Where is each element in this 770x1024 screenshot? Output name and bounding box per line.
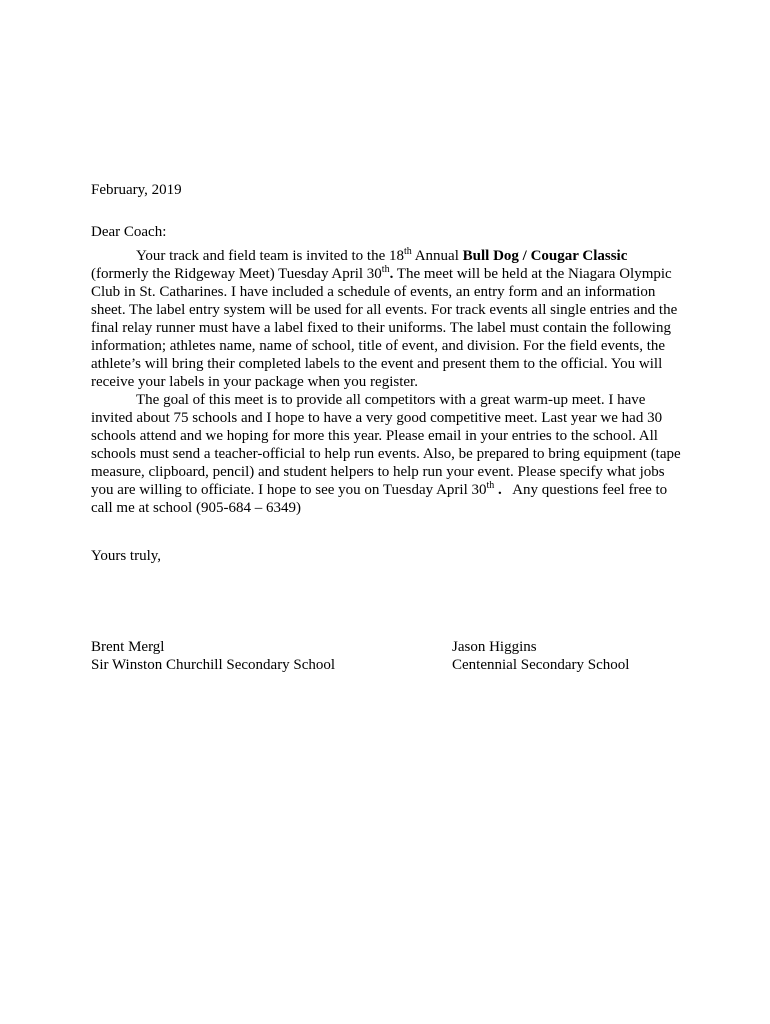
p1-text-d: The meet will be held at the Niagara Olympic Club in St. Catharines. I have included a schedule of events, an entry form and an information sheet. The label entry system will be used for all events. For track events all single entries and the final relay runner must have a label fixed to their uniforms. The label must contain the following information; athletes name, name of school, title of event, and division. For the field events, the athlete’s will bring their completed labels to the event and present them to the official. You will receive your labels in your package when you register. bbox=[91, 266, 678, 390]
signer-name-left: Brent Mergl bbox=[91, 639, 165, 655]
p2-date-suffix: th bbox=[486, 480, 495, 491]
letter-date: February, 2019 bbox=[91, 182, 182, 198]
p2-bold-period: . bbox=[494, 482, 502, 498]
closing: Yours truly, bbox=[91, 548, 162, 564]
p2-text-a: The goal of this meet is to provide all competitors with a great warm-up meet. I have invited about 75 schools and I hope to have a very good competitive meet. Last year we had 30 schools attend and we hoping for more this year. Please email in your entries to the school. All schools must send a teacher-official to help run events. Also, be prepared to bring equipment (tape measure, clipboard, pencil) and student helpers to help run your event. Please specify what jobs you are willing to officiate. I hope to see you on Tuesday April 30 bbox=[91, 392, 681, 498]
p1-bold-period: . bbox=[389, 266, 394, 282]
signer-school-left: Sir Winston Churchill Secondary School bbox=[91, 657, 336, 673]
signature-left bbox=[91, 638, 335, 674]
p1-text-a: Your track and field team is invited to the 18 bbox=[136, 248, 405, 264]
p1-text-b: Annual bbox=[411, 248, 463, 264]
paragraph-invitation bbox=[91, 247, 681, 391]
paragraph-goal bbox=[91, 391, 681, 517]
letter-body bbox=[91, 181, 681, 565]
p1-ordinal-suffix: th bbox=[404, 246, 412, 257]
event-name: Bull Dog / Cougar Classic bbox=[462, 248, 628, 264]
signer-school-right: Centennial Secondary School bbox=[452, 657, 630, 673]
p2-text-c: Any questions feel free to call me at school (905-684 – 6349) bbox=[91, 482, 671, 516]
signer-name-right: Jason Higgins bbox=[452, 639, 537, 655]
signature-right bbox=[452, 638, 629, 674]
p1-date-suffix: th bbox=[381, 264, 390, 275]
salutation: Dear Coach: bbox=[91, 224, 167, 240]
p1-text-c: (formerly the Ridgeway Meet) Tuesday April 30 bbox=[91, 266, 382, 282]
